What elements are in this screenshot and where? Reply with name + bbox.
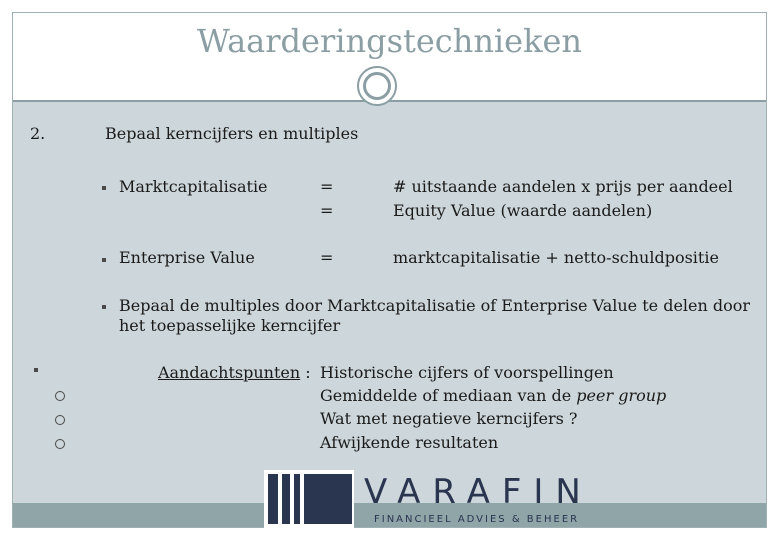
equals-sign: = [320, 177, 334, 196]
bullet-icon [102, 258, 106, 262]
logo-name: VARAFIN [364, 472, 593, 512]
bullet-icon [34, 368, 38, 372]
circle-bullet-icon [55, 391, 65, 401]
bullet-icon [102, 186, 106, 190]
multiples-text-line1: Bepaal de multiples door Marktcapitalisatie of Enterprise Value te delen door [119, 296, 751, 315]
section-number: 2. [30, 124, 46, 143]
slide-title: Waarderingstechnieken [196, 22, 583, 60]
row-value: Equity Value (waarde aandelen) [393, 201, 653, 220]
row-label: Marktcapitalisatie [119, 177, 268, 196]
bullet-icon [102, 305, 106, 309]
section-heading: Bepaal kerncijfers en multiples [105, 124, 359, 143]
attention-item [320, 409, 578, 428]
attention-colon: : [300, 363, 311, 382]
attention-item-text: Afwijkende resultaten [320, 433, 499, 452]
logo-mark-icon [264, 470, 354, 528]
attention-item-text: Wat met negatieve kerncijfers ? [320, 409, 578, 428]
attention-item [320, 363, 614, 382]
multiples-text-line2: het toepasselijke kerncijfer [119, 316, 341, 335]
circle-bullet-icon [55, 415, 65, 425]
attention-item [320, 386, 666, 405]
circle-ornament-icon [357, 66, 397, 106]
attention-label: Aandachtspunten [158, 363, 301, 382]
logo-tagline: FINANCIEEL ADVIES & BEHEER [374, 514, 580, 525]
row-label: Enterprise Value [119, 248, 255, 267]
attention-item-text: Historische cijfers of voorspellingen [320, 363, 614, 382]
row-value: marktcapitalisatie + netto-schuldpositie [393, 248, 719, 267]
attention-item-emphasis: peer group [576, 386, 667, 405]
attention-heading [158, 363, 311, 382]
attention-item [320, 433, 498, 452]
row-value: # uitstaande aandelen x prijs per aandeel [393, 177, 733, 196]
circle-bullet-icon [55, 439, 65, 449]
equals-sign: = [320, 248, 334, 267]
equals-sign: = [320, 201, 334, 220]
attention-item-text: Gemiddelde of mediaan van de [320, 386, 577, 405]
